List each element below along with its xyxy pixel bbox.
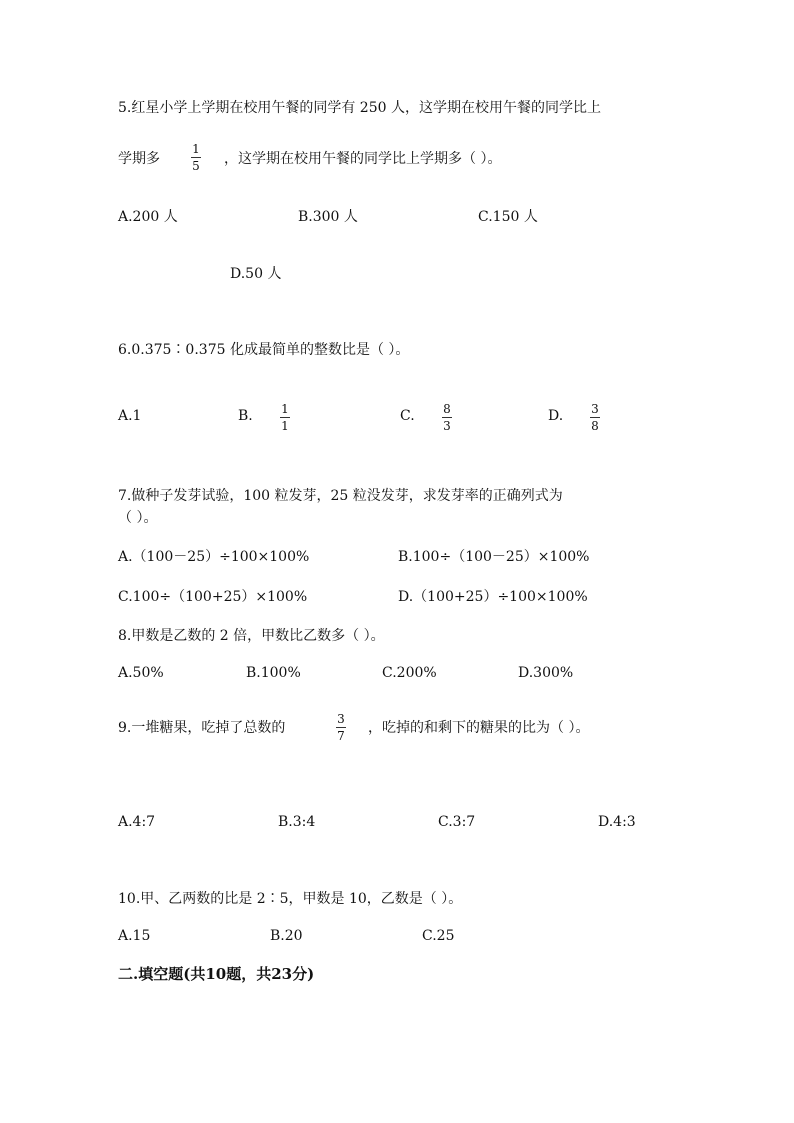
q6-option-b-bar bbox=[280, 417, 290, 418]
q6-option-b-numerator: 1 bbox=[281, 402, 289, 416]
q5-fraction bbox=[191, 142, 201, 173]
q5-stem-line2-pre: 学期多 bbox=[118, 151, 160, 167]
q6-option-a: A.1 bbox=[118, 408, 142, 424]
q6-option-c-label: C. bbox=[400, 408, 415, 424]
q9-fraction-denominator: 7 bbox=[337, 729, 345, 743]
q7-option-c: C.100÷（100+25）×100% bbox=[118, 589, 308, 605]
q5-option-c: C.150 人 bbox=[478, 209, 538, 225]
q6-option-b-denominator: 1 bbox=[281, 419, 289, 433]
q10-option-c: C.25 bbox=[422, 928, 455, 944]
q9-fraction bbox=[336, 712, 346, 743]
q6-option-d-label: D. bbox=[548, 408, 564, 424]
q6-option-c-fraction bbox=[442, 402, 452, 433]
q10-stem: 10.甲、乙两数的比是 2∶5，甲数是 10，乙数是（ ）。 bbox=[118, 891, 463, 907]
q7-stem-line2: （ ）。 bbox=[118, 510, 158, 526]
q9-fraction-numerator: 3 bbox=[337, 712, 345, 726]
q6-option-c-numerator: 8 bbox=[443, 402, 451, 416]
q6-option-d-bar bbox=[590, 417, 600, 418]
q10-option-b: B.20 bbox=[270, 928, 303, 944]
q7-option-a: A.（100－25）÷100×100% bbox=[118, 549, 310, 565]
q5-stem-line1: 5.红星小学上学期在校用午餐的同学有 250 人，这学期在校用午餐的同学比上 bbox=[118, 100, 601, 116]
q9-option-b: B.3:4 bbox=[278, 814, 316, 830]
q9-option-d: D.4:3 bbox=[598, 814, 636, 830]
section-heading-fill-in-blank: 二.填空题(共10题，共23分) bbox=[118, 965, 315, 983]
q5-option-b: B.300 人 bbox=[298, 209, 358, 225]
q5-fraction-bar bbox=[191, 157, 201, 158]
q6-option-d-numerator: 3 bbox=[591, 402, 599, 416]
q7-stem-line1: 7.做种子发芽试验，100 粒发芽，25 粒没发芽，求发芽率的正确列式为 bbox=[118, 488, 563, 504]
q9-fraction-bar bbox=[336, 727, 346, 728]
q6-option-b-fraction bbox=[280, 402, 290, 433]
q6-option-c-denominator: 3 bbox=[443, 419, 451, 433]
q5-fraction-numerator: 1 bbox=[192, 142, 200, 156]
q8-stem: 8.甲数是乙数的 2 倍，甲数比乙数多（ ）。 bbox=[118, 628, 385, 644]
q9-option-c: C.3:7 bbox=[438, 814, 476, 830]
q5-option-d: D.50 人 bbox=[230, 266, 282, 282]
q6-option-d-denominator: 8 bbox=[591, 419, 599, 433]
q6-stem: 6.0.375∶0.375 化成最简单的整数比是（ ）。 bbox=[118, 342, 410, 358]
q8-option-b: B.100% bbox=[246, 665, 301, 681]
q8-option-a: A.50% bbox=[118, 665, 164, 681]
q9-stem-post: ，吃掉的和剩下的糖果的比为（ ）。 bbox=[368, 720, 590, 736]
q8-option-d: D.300% bbox=[518, 665, 574, 681]
q7-option-d: D.（100+25）÷100×100% bbox=[398, 589, 588, 605]
q9-option-a: A.4:7 bbox=[118, 814, 156, 830]
q5-option-a: A.200 人 bbox=[118, 209, 178, 225]
q6-option-c-bar bbox=[442, 417, 452, 418]
q5-fraction-denominator: 5 bbox=[192, 159, 200, 173]
q8-option-c: C.200% bbox=[382, 665, 437, 681]
q7-option-b: B.100÷（100－25）×100% bbox=[398, 549, 590, 565]
q9-stem-pre: 9.一堆糖果，吃掉了总数的 bbox=[118, 720, 286, 736]
q6-option-b-label: B. bbox=[238, 408, 253, 424]
q6-option-d-fraction bbox=[590, 402, 600, 433]
q10-option-a: A.15 bbox=[118, 928, 151, 944]
q5-stem-line2-post: ，这学期在校用午餐的同学比上学期多（ ）。 bbox=[224, 151, 502, 167]
